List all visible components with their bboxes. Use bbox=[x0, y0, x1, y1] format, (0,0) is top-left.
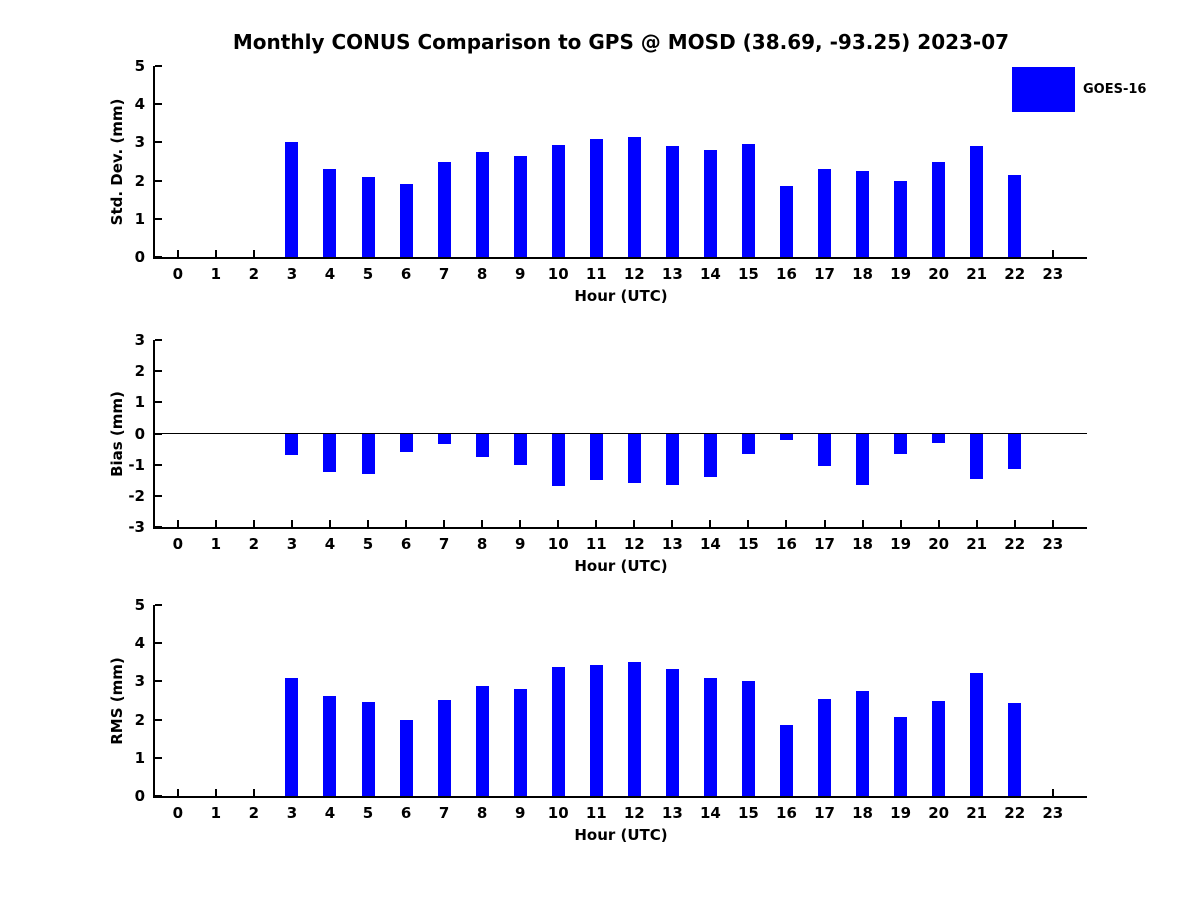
y-axis-title: Std. Dev. (mm) bbox=[108, 98, 126, 225]
bar-hour-16 bbox=[780, 434, 793, 440]
x-tick-mark bbox=[557, 520, 559, 527]
x-tick-label: 17 bbox=[814, 265, 835, 283]
bar-hour-16 bbox=[780, 725, 793, 796]
bar-hour-5 bbox=[362, 702, 375, 796]
bar-hour-3 bbox=[285, 434, 298, 456]
x-tick-label: 16 bbox=[776, 535, 797, 553]
x-tick-label: 11 bbox=[585, 535, 607, 553]
bar-hour-8 bbox=[476, 152, 489, 257]
bar-hour-13 bbox=[666, 669, 679, 796]
x-tick-label: 19 bbox=[890, 265, 912, 283]
x-tick-label: 7 bbox=[438, 804, 450, 822]
y-tick-mark bbox=[155, 795, 162, 797]
x-tick-label: 4 bbox=[324, 804, 336, 822]
x-tick-label: 5 bbox=[362, 265, 374, 283]
x-tick-mark bbox=[824, 520, 826, 527]
x-axis-spine bbox=[153, 257, 1087, 259]
bar-hour-4 bbox=[323, 434, 336, 473]
y-tick-label: 0 bbox=[134, 787, 145, 805]
x-tick-label: 17 bbox=[814, 535, 835, 553]
bar-hour-20 bbox=[932, 701, 945, 797]
bar-hour-3 bbox=[285, 678, 298, 796]
x-tick-label: 7 bbox=[438, 535, 450, 553]
x-tick-label: 12 bbox=[623, 265, 645, 283]
y-tick-label: 1 bbox=[134, 393, 145, 412]
y-tick-mark bbox=[155, 103, 162, 105]
x-tick-label: 15 bbox=[737, 535, 759, 553]
y-tick-label: -1 bbox=[128, 455, 145, 474]
x-tick-label: 19 bbox=[890, 804, 912, 822]
x-tick-label: 2 bbox=[248, 265, 260, 283]
x-tick-label: 10 bbox=[547, 804, 569, 822]
x-tick-label: 10 bbox=[547, 265, 569, 283]
bar-hour-4 bbox=[323, 696, 336, 796]
bar-hour-5 bbox=[362, 177, 375, 257]
y-tick-mark bbox=[155, 339, 162, 341]
x-tick-label: 14 bbox=[699, 265, 721, 283]
y-tick-label: 3 bbox=[134, 672, 145, 691]
x-tick-label: 13 bbox=[661, 265, 683, 283]
bar-hour-12 bbox=[628, 434, 641, 484]
y-tick-mark bbox=[155, 218, 162, 220]
legend-label-goes-16: GOES-16 bbox=[1083, 82, 1147, 97]
bar-hour-19 bbox=[894, 717, 907, 796]
bar-hour-21 bbox=[970, 146, 983, 257]
x-tick-label: 17 bbox=[814, 804, 835, 822]
x-tick-label: 18 bbox=[852, 535, 873, 553]
y-axis-spine bbox=[153, 66, 155, 257]
bar-hour-11 bbox=[590, 139, 603, 257]
x-tick-mark bbox=[519, 520, 521, 527]
y-tick-mark bbox=[155, 256, 162, 258]
x-tick-label: 1 bbox=[210, 804, 222, 822]
bar-hour-19 bbox=[894, 181, 907, 257]
x-tick-label: 21 bbox=[966, 265, 988, 283]
bar-hour-10 bbox=[552, 667, 565, 796]
x-tick-label: 2 bbox=[248, 804, 260, 822]
x-tick-label: 3 bbox=[286, 265, 298, 283]
bar-hour-5 bbox=[362, 434, 375, 475]
x-tick-label: 22 bbox=[1004, 804, 1026, 822]
y-tick-label: 2 bbox=[134, 171, 145, 190]
bar-hour-16 bbox=[780, 186, 793, 257]
x-tick-mark bbox=[253, 250, 255, 257]
x-tick-mark bbox=[177, 520, 179, 527]
x-tick-label: 22 bbox=[1004, 265, 1026, 283]
x-tick-mark bbox=[177, 250, 179, 257]
y-axis-spine bbox=[153, 605, 155, 796]
x-tick-label: 11 bbox=[585, 265, 607, 283]
bar-hour-15 bbox=[742, 681, 755, 796]
x-tick-label: 20 bbox=[928, 804, 950, 822]
x-tick-mark bbox=[253, 789, 255, 796]
x-tick-label: 13 bbox=[661, 535, 683, 553]
x-tick-mark bbox=[253, 520, 255, 527]
x-tick-label: 1 bbox=[210, 535, 222, 553]
x-axis-title: Hour (UTC) bbox=[574, 826, 668, 844]
x-tick-mark bbox=[367, 520, 369, 527]
y-tick-label: 3 bbox=[134, 133, 145, 152]
y-tick-label: 4 bbox=[134, 634, 145, 653]
x-tick-label: 8 bbox=[476, 265, 488, 283]
x-axis-spine bbox=[153, 527, 1087, 529]
bar-hour-15 bbox=[742, 144, 755, 257]
x-tick-label: 19 bbox=[890, 535, 912, 553]
y-tick-mark bbox=[155, 604, 162, 606]
x-tick-label: 15 bbox=[737, 265, 759, 283]
x-tick-label: 7 bbox=[438, 265, 450, 283]
y-tick-mark bbox=[155, 370, 162, 372]
bar-hour-14 bbox=[704, 434, 717, 478]
x-tick-mark bbox=[291, 520, 293, 527]
bar-hour-8 bbox=[476, 686, 489, 796]
x-tick-label: 15 bbox=[737, 804, 759, 822]
x-tick-label: 18 bbox=[852, 804, 873, 822]
x-tick-mark bbox=[215, 520, 217, 527]
bar-hour-13 bbox=[666, 146, 679, 257]
bar-hour-7 bbox=[438, 162, 451, 258]
x-tick-mark bbox=[177, 789, 179, 796]
x-tick-mark bbox=[1014, 520, 1016, 527]
subplot-rms-mm bbox=[108, 596, 1087, 844]
x-tick-label: 10 bbox=[547, 535, 569, 553]
y-tick-label: -3 bbox=[128, 518, 145, 536]
y-tick-label: 3 bbox=[134, 331, 145, 349]
y-axis-title: RMS (mm) bbox=[108, 656, 126, 745]
x-tick-label: 23 bbox=[1042, 804, 1064, 822]
x-tick-mark bbox=[329, 520, 331, 527]
x-tick-label: 12 bbox=[623, 804, 645, 822]
bar-hour-18 bbox=[856, 691, 869, 796]
x-tick-label: 20 bbox=[928, 535, 950, 553]
x-axis-spine bbox=[153, 796, 1087, 798]
x-tick-label: 23 bbox=[1042, 265, 1064, 283]
y-axis-title: Bias (mm) bbox=[108, 390, 126, 477]
y-tick-mark bbox=[155, 642, 162, 644]
x-tick-mark bbox=[443, 520, 445, 527]
x-tick-label: 1 bbox=[210, 265, 222, 283]
bar-hour-8 bbox=[476, 434, 489, 457]
x-tick-label: 8 bbox=[476, 804, 488, 822]
x-tick-label: 14 bbox=[699, 804, 721, 822]
y-tick-label: 4 bbox=[134, 95, 145, 114]
x-tick-label: 9 bbox=[514, 265, 526, 283]
bar-hour-11 bbox=[590, 434, 603, 481]
bar-hour-3 bbox=[285, 142, 298, 257]
x-tick-mark bbox=[1052, 520, 1054, 527]
x-axis-title: Hour (UTC) bbox=[574, 557, 668, 575]
y-tick-label: -2 bbox=[128, 486, 145, 505]
bar-hour-6 bbox=[400, 434, 413, 453]
x-tick-label: 3 bbox=[286, 535, 298, 553]
x-tick-label: 2 bbox=[248, 535, 260, 553]
bar-hour-19 bbox=[894, 434, 907, 454]
bar-hour-7 bbox=[438, 434, 451, 445]
y-tick-mark bbox=[155, 719, 162, 721]
bar-hour-12 bbox=[628, 662, 641, 796]
bar-hour-21 bbox=[970, 434, 983, 479]
bar-hour-21 bbox=[970, 673, 983, 796]
x-tick-mark bbox=[671, 520, 673, 527]
bar-hour-22 bbox=[1008, 434, 1021, 470]
x-tick-label: 21 bbox=[966, 535, 988, 553]
y-tick-label: 2 bbox=[134, 710, 145, 729]
x-tick-label: 11 bbox=[585, 804, 607, 822]
y-tick-label: 5 bbox=[134, 596, 145, 614]
y-tick-mark bbox=[155, 401, 162, 403]
bar-hour-20 bbox=[932, 434, 945, 443]
bar-hour-17 bbox=[818, 699, 831, 796]
x-tick-label: 3 bbox=[286, 804, 298, 822]
bar-hour-14 bbox=[704, 150, 717, 257]
x-tick-label: 0 bbox=[172, 535, 184, 553]
x-tick-label: 18 bbox=[852, 265, 873, 283]
x-tick-label: 6 bbox=[400, 535, 412, 553]
x-tick-mark bbox=[747, 520, 749, 527]
x-tick-label: 16 bbox=[776, 265, 797, 283]
bar-hour-17 bbox=[818, 434, 831, 467]
y-tick-label: 1 bbox=[134, 748, 145, 767]
y-tick-mark bbox=[155, 141, 162, 143]
x-tick-label: 14 bbox=[699, 535, 721, 553]
y-tick-mark bbox=[155, 65, 162, 67]
x-tick-mark bbox=[785, 520, 787, 527]
bar-hour-9 bbox=[514, 434, 527, 465]
x-tick-label: 13 bbox=[661, 804, 683, 822]
x-tick-label: 12 bbox=[623, 535, 645, 553]
x-tick-mark bbox=[938, 520, 940, 527]
bar-hour-10 bbox=[552, 434, 565, 487]
x-axis-title: Hour (UTC) bbox=[574, 287, 668, 305]
x-tick-mark bbox=[1052, 789, 1054, 796]
x-tick-label: 16 bbox=[776, 804, 797, 822]
x-tick-label: 22 bbox=[1004, 535, 1026, 553]
y-tick-label: 0 bbox=[134, 248, 145, 266]
x-tick-label: 9 bbox=[514, 535, 526, 553]
y-tick-mark bbox=[155, 526, 162, 528]
bar-hour-17 bbox=[818, 169, 831, 257]
x-tick-mark bbox=[481, 520, 483, 527]
bar-hour-18 bbox=[856, 434, 869, 485]
x-tick-label: 4 bbox=[324, 265, 336, 283]
bar-hour-13 bbox=[666, 434, 679, 485]
chart-title: Monthly CONUS Comparison to GPS @ MOSD (38.69, -93.25) 2023-07 bbox=[232, 30, 1010, 54]
x-tick-mark bbox=[862, 520, 864, 527]
bar-hour-12 bbox=[628, 137, 641, 257]
bar-hour-18 bbox=[856, 171, 869, 257]
bar-hour-14 bbox=[704, 678, 717, 796]
bar-hour-22 bbox=[1008, 703, 1021, 796]
bar-hour-7 bbox=[438, 700, 451, 796]
x-tick-label: 23 bbox=[1042, 535, 1064, 553]
y-tick-label: 2 bbox=[134, 362, 145, 381]
x-tick-mark bbox=[633, 520, 635, 527]
subplot-std-dev-mm bbox=[108, 57, 1087, 305]
bar-hour-10 bbox=[552, 145, 565, 257]
x-tick-mark bbox=[709, 520, 711, 527]
x-tick-label: 20 bbox=[928, 265, 950, 283]
bar-hour-22 bbox=[1008, 175, 1021, 257]
x-tick-label: 9 bbox=[514, 804, 526, 822]
x-tick-label: 6 bbox=[400, 804, 412, 822]
x-tick-mark bbox=[215, 789, 217, 796]
x-tick-mark bbox=[215, 250, 217, 257]
x-tick-mark bbox=[595, 520, 597, 527]
y-tick-label: 1 bbox=[134, 209, 145, 228]
bar-hour-6 bbox=[400, 184, 413, 257]
bar-hour-9 bbox=[514, 689, 527, 796]
x-tick-mark bbox=[976, 520, 978, 527]
x-tick-label: 4 bbox=[324, 535, 336, 553]
bar-hour-15 bbox=[742, 434, 755, 454]
subplot-bias-mm bbox=[108, 331, 1087, 575]
x-tick-label: 5 bbox=[362, 804, 374, 822]
x-tick-label: 6 bbox=[400, 265, 412, 283]
bar-hour-20 bbox=[932, 162, 945, 258]
bar-hour-4 bbox=[323, 169, 336, 257]
bar-hour-11 bbox=[590, 665, 603, 796]
x-tick-mark bbox=[900, 520, 902, 527]
y-tick-label: 0 bbox=[134, 424, 145, 443]
x-tick-label: 0 bbox=[172, 804, 184, 822]
x-tick-mark bbox=[405, 520, 407, 527]
y-tick-mark bbox=[155, 680, 162, 682]
y-tick-mark bbox=[155, 464, 162, 466]
x-tick-mark bbox=[1052, 250, 1054, 257]
y-tick-label: 5 bbox=[134, 57, 145, 75]
y-tick-mark bbox=[155, 757, 162, 759]
y-tick-mark bbox=[155, 495, 162, 497]
bar-hour-6 bbox=[400, 720, 413, 796]
bar-hour-9 bbox=[514, 156, 527, 257]
x-tick-label: 8 bbox=[476, 535, 488, 553]
y-tick-mark bbox=[155, 180, 162, 182]
x-tick-label: 0 bbox=[172, 265, 184, 283]
x-tick-label: 21 bbox=[966, 804, 988, 822]
x-tick-label: 5 bbox=[362, 535, 374, 553]
